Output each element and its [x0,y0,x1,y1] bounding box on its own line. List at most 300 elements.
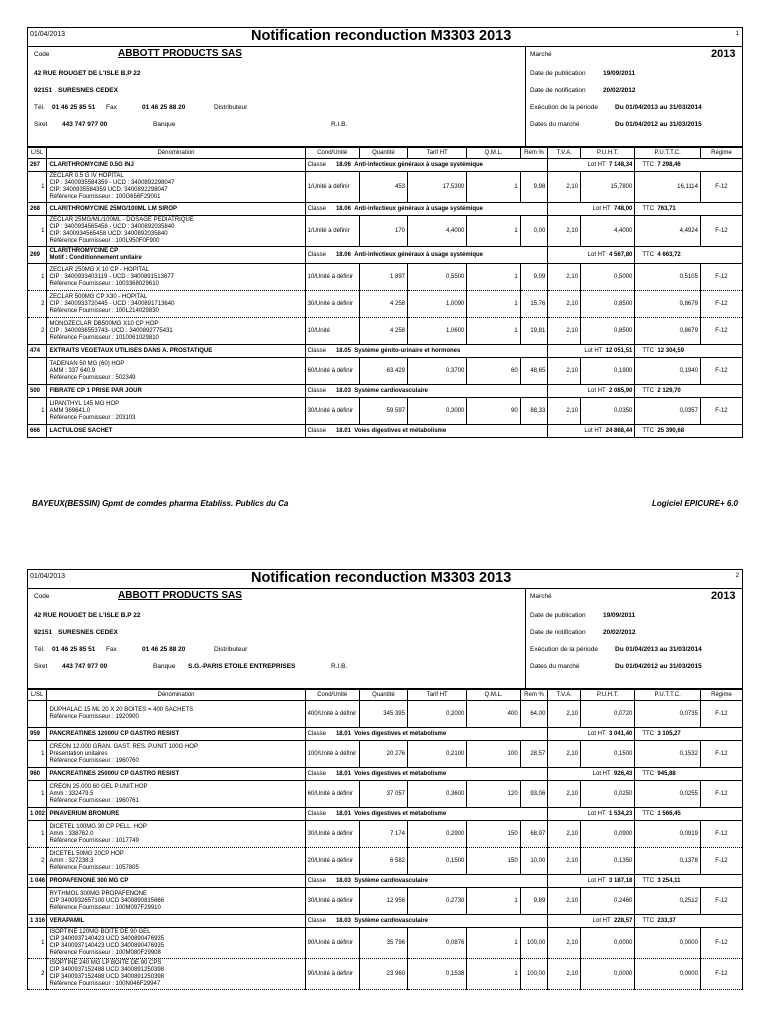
qml: 60 [467,358,520,385]
group-name: PANCREATINES 12000U CP GASTRO RESIST [49,730,180,737]
line-3: Référence Fournisseur : 1017749 [49,837,139,844]
column-header: Dénomination [47,148,305,159]
puht: 0,0000 [581,959,635,990]
sub-line-number: 1 [28,781,47,808]
regime: F-12 [700,216,742,247]
sub-line-number: 1 [28,741,47,768]
product-group-row [28,915,743,928]
tarif-ht: 0,3700 [408,358,467,385]
class-name: Voies digestives et métabolisme [354,428,447,434]
ttc-value: 3 105,27 [657,731,681,737]
tarif-ht: 0,2000 [408,701,467,728]
class-name: Système cardiovasculaire [354,918,429,924]
sub-line-number: 1 [28,928,47,959]
qml: 1 [467,959,520,990]
line-2: CIP : 3400935584359 - UCD : 3400892298047 [49,180,175,186]
qml: 1 [467,928,520,959]
group-name: CLARITHROMYCINE 25MG/100ML LM SIROP [49,205,178,212]
line-3: Référence Fournisseur : 502349 [49,374,136,381]
line-2: CIP 3400937140423 UCD 3400890476935 [49,936,165,942]
product-row [28,959,743,990]
execution-period: Du 01/04/2013 au 31/03/2014 [615,104,702,111]
line-4: Référence Fournisseur : 100M080F29908 [49,950,161,956]
qml: 150 [467,821,520,848]
class-number: 18.03 [335,388,351,394]
product-description [47,291,305,318]
table-header-row [28,148,743,159]
distributeur-label: Distributeur [214,104,248,111]
remise: 9,98 [520,172,548,203]
tva: 2,10 [548,701,581,728]
ttc-value: 233,37 [657,918,676,924]
column-header: Q.M.L. [467,148,520,159]
class-name: Anti-infectieux généraux à usage systémique [354,252,484,258]
group-code: 269 [28,247,47,264]
group-code: 1 002 [28,808,47,821]
product-group-row [28,385,743,398]
product-row [28,701,743,728]
remise: 9,09 [520,264,548,291]
notification-label: Date de notification [530,629,586,636]
sub-line-number: 2 [28,291,47,318]
dates-marche-period: Du 01/04/2012 au 31/03/2015 [615,663,702,670]
group-name: PANCREATINES 25000U CP GASTRO RESIST [49,770,180,777]
qml: 1 [467,172,520,203]
quantite: 4 258 [359,291,407,318]
column-header: Quantité [359,690,407,701]
line-3: Référence Fournisseur : 100M097F29910 [49,904,161,911]
supplier-city: SURESNES CEDEX [58,87,118,94]
group-code: 474 [28,345,47,358]
supplier-name: ABBOTT PRODUCTS SAS [118,590,242,601]
product-description [47,216,305,247]
column-header: T.V.A. [548,690,581,701]
line-1: DICETEL 100MG 30 CP PELL. HOP [49,823,147,830]
quantite: 4 258 [359,318,407,345]
product-group-row [28,768,743,781]
supplier-header [27,589,743,689]
code-label: Code [34,51,50,58]
cond-unite: 30/Unité à définir [305,398,359,425]
class-label: Classe [307,918,326,924]
column-header: Quantité [359,148,407,159]
puht: 0,2460 [581,888,635,915]
line-2: CIP : 3400933403119 - UCD : 3400891513677 [49,273,174,280]
class-number: 18.06 [335,252,351,258]
product-description [47,264,305,291]
cond-unite: 90/Unité à définir [305,959,359,990]
execution-period: Du 01/04/2013 au 31/03/2014 [615,646,702,653]
remise: 28,57 [520,741,548,768]
tarif-ht: 0,2730 [408,888,467,915]
quantite: 63 429 [359,358,407,385]
dates-marche-period: Du 01/04/2012 au 31/03/2015 [615,121,702,128]
ttc-value: 945,88 [657,771,676,777]
line-3: Référence Fournisseur : 100L214029830 [49,307,159,314]
product-row [28,741,743,768]
tarif-ht: 0,2100 [408,741,467,768]
ttc-value: 25 390,68 [657,428,685,434]
lot-ht-value: 748,00 [614,206,633,212]
lot-ht-value: 4 567,80 [609,252,633,258]
class-label: Classe [307,878,326,884]
lot-label: Lot HT [587,252,606,258]
cond-unite: 10/Unité à définir [305,264,359,291]
regime: F-12 [700,959,742,990]
page-number: 2 [735,573,739,579]
class-name: Système génito-urinaire et hormones [354,348,461,354]
column-header: Cond/Unité [305,148,359,159]
class-name: Voies digestives et métabolisme [354,811,447,817]
sub-line-number: 1 [28,264,47,291]
publication-date: 19/09/2011 [603,612,636,619]
quantite: 37 057 [359,781,407,808]
line-4: Référence Fournisseur : 100N046F29947 [49,981,161,987]
quantite: 20 276 [359,741,407,768]
qml: 1 [467,291,520,318]
quantite: 23 960 [359,959,407,990]
column-header: Tarif HT [408,690,467,701]
tel-label: Tél. [34,104,45,111]
ttc-label: TTC [642,162,655,168]
class-number: 18.01 [335,731,351,737]
tva: 2,10 [548,821,581,848]
product-description [47,821,305,848]
tva: 2,10 [548,959,581,990]
line-3: Référence Fournisseur : 1010061029810 [49,334,159,341]
puttc: 0,0357 [635,398,701,425]
ttc-value: 3 254,11 [657,878,681,884]
cond-unite: 60/Unité à définir [305,358,359,385]
marche-label: Marché [530,593,552,600]
puht: 0,1900 [581,358,635,385]
rib-label: R.I.B. [331,121,348,128]
product-group-row [28,808,743,821]
line-3: Référence Fournisseur : 203103 [49,414,136,421]
group-code: 960 [28,768,47,781]
product-group-row [28,728,743,741]
remise: 68,97 [520,821,548,848]
supplier-address: 42 RUE ROUGET DE L'ISLE B.P 22 [34,70,141,77]
line-2: Amm : 338762.0 [49,830,94,837]
cond-unite: 1/Unité à définir [305,172,359,203]
ttc-label: TTC [642,811,655,817]
tarif-ht: 0,0876 [408,928,467,959]
table-header-row [28,690,743,701]
puht: 0,0350 [581,398,635,425]
fax-label: Fax [106,646,117,653]
column-header: L/SL [28,148,47,159]
group-name: PINAVERIUM BROMURE [49,810,120,817]
code-label: Code [34,593,50,600]
execution-label: Exécution de la période [530,646,598,653]
ttc-value: 2 129,70 [657,388,681,394]
sub-line-number [28,701,47,728]
product-row [28,821,743,848]
puttc: 0,0255 [635,781,701,808]
remise: 93,06 [520,781,548,808]
sub-line-number [28,888,47,915]
remise: 48,65 [520,358,548,385]
puttc: 0,0919 [635,821,701,848]
column-header: L/SL [28,690,47,701]
puttc: 0,1940 [635,358,701,385]
class-name: Voies digestives et métabolisme [354,731,447,737]
quantite: 345 395 [359,701,407,728]
tel-label: Tél. [34,646,45,653]
lot-label: Lot HT [584,348,603,354]
line-1: ZECLAR 250MG X 10 CP - HOPITAL [49,266,149,273]
puttc: 0,5105 [635,264,701,291]
lot-label: Lot HT [592,206,611,212]
print-date: 01/04/2013 [30,573,66,580]
tva: 2,10 [548,398,581,425]
remise: 64,00 [520,701,548,728]
quantite: 453 [359,172,407,203]
qml: 150 [467,848,520,875]
puht: 0,8500 [581,291,635,318]
notification-date: 20/02/2012 [603,629,636,636]
column-header: P.U.T.T.C. [635,690,701,701]
regime: F-12 [700,264,742,291]
dates-marche-label: Dates du marché [530,121,580,128]
regime: F-12 [700,741,742,768]
footer-left: BAYEUX(BESSIN) Gpmt de comdes pharma Etabliss. Publics du Ca [32,499,289,508]
class-name: Système cardiovasculaire [354,878,429,884]
column-header: P.U.T.T.C. [635,148,701,159]
fax-value: 01 46 25 88 20 [142,104,186,111]
line-1: LIPANTHYL 145 MG HOP [49,400,120,407]
ttc-value: 4 663,72 [657,252,681,258]
tva: 2,10 [548,264,581,291]
remise: 0,00 [520,216,548,247]
cond-unite: 400/Unité à définir [305,701,359,728]
group-code: 268 [28,203,47,216]
line-2: AMM : 337 640.9 [49,367,96,374]
line-1: DICETEL 50MG 20CP HOP [49,850,124,857]
puht: 0,1350 [581,848,635,875]
product-description [47,172,305,203]
supplier-postcode: 92151 [34,629,53,636]
tarif-ht: 0,1500 [408,848,467,875]
dates-marche-label: Dates du marché [530,663,580,670]
line-1: ISOPTINE 120MG BOITE DE 90 GEL [49,929,151,935]
lot-ht-value: 2 085,90 [609,388,633,394]
column-header: Dénomination [47,690,305,701]
tel-value: 01 46 25 85 51 [52,104,96,111]
group-name: EXTRAITS VEGETAUX UTILISES DANS A. PROSTATIQUE [49,347,213,354]
class-label: Classe [307,771,326,777]
ttc-label: TTC [642,206,655,212]
puht: 0,8500 [581,318,635,345]
class-name: Anti-infectieux généraux à usage systémique [354,162,484,168]
tel-value: 01 46 25 85 51 [52,646,96,653]
class-number: 18.01 [335,771,351,777]
distributeur-label: Distributeur [214,646,248,653]
product-group-row [28,345,743,358]
line-2: CIP : 3400933720445 - UCD : 3400891713640 [49,300,175,307]
puttc: 0,1532 [635,741,701,768]
product-description [47,701,305,728]
product-description [47,848,305,875]
tarif-ht: 0,5500 [408,264,467,291]
column-header: Q.M.L. [467,690,520,701]
tva: 2,10 [548,358,581,385]
group-name: VERAPAMIL [49,917,85,924]
title-bar [27,27,743,47]
ttc-value: 763,71 [657,206,676,212]
class-label: Classe [307,428,326,434]
tarif-ht: 0,3000 [408,398,467,425]
tarif-ht: 0,1538 [408,959,467,990]
lot-label: Lot HT [592,918,611,924]
cond-unite: 30/Unité à définir [305,291,359,318]
ttc-label: TTC [642,252,655,258]
column-header: Rem % [520,148,548,159]
notification-label: Date de notification [530,87,586,94]
regime: F-12 [700,358,742,385]
lot-ht-value: 228,57 [614,918,633,924]
line-3: CIP 3400937140423 UCD 3400890476935 [49,943,165,949]
class-label: Classe [307,348,326,354]
product-group-row [28,247,743,264]
marche-year: 2013 [711,590,736,602]
cond-unite: 90/Unité à définir [305,928,359,959]
ttc-label: TTC [642,428,655,434]
puht: 0,1500 [581,741,635,768]
tva: 2,10 [548,216,581,247]
line-2: AMM 369641.0 [49,407,91,414]
product-group-row [28,203,743,216]
column-header: P.U.H.T. [581,148,635,159]
ttc-label: TTC [642,348,655,354]
line-1: CREON 12.000 GRAN. GAST. RES. P.UNIT 100G HOP [49,743,198,750]
line-1: ISOPTINE 240 MG LP BOITE DE 90 CPS [49,960,162,966]
puttc: 0,2512 [635,888,701,915]
cond-unite: 1/Unité à définir [305,216,359,247]
quantite: 35 796 [359,928,407,959]
group-name: CLARITHROMYCINE CP [49,248,119,254]
sub-line-number [28,358,47,385]
sub-line-number: 2 [28,848,47,875]
ttc-value: 12 304,59 [657,348,685,354]
class-number: 18.03 [335,918,351,924]
line-1: MONOZECLAR DB500MG X10 CP HOP [49,320,159,327]
puttc: 0,8679 [635,291,701,318]
ttc-label: TTC [642,731,655,737]
banque-label: Banque [153,663,176,670]
marche-year: 2013 [711,48,736,60]
tarif-ht: 17,5300 [408,172,467,203]
line-2: Présentation unitaires [49,750,108,757]
execution-label: Exécution de la période [530,104,598,111]
class-number: 18.03 [335,878,351,884]
ttc-value: 7 298,46 [657,162,681,168]
puht: 0,0250 [581,781,635,808]
tva: 2,10 [548,848,581,875]
line-3: Référence Fournisseur : 1003368029610 [49,280,159,287]
cond-unite: 30/Unité à définir [305,821,359,848]
quantite: 12 956 [359,888,407,915]
lot-label: Lot HT [587,388,606,394]
product-row [28,172,743,203]
marche-label: Marché [530,51,552,58]
ttc-label: TTC [642,771,655,777]
lot-label: Lot HT [587,731,606,737]
puttc: 16,1114 [635,172,701,203]
group-code: 1 316 [28,915,47,928]
lot-label: Lot HT [592,771,611,777]
product-description [47,358,305,385]
column-header: P.U.H.T. [581,690,635,701]
class-label: Classe [307,162,326,168]
cond-unite: 20/Unité à définir [305,848,359,875]
sub-line-number: 2 [28,959,47,990]
regime: F-12 [700,172,742,203]
puht: 0,0720 [581,701,635,728]
qml: 1 [467,264,520,291]
products-table [27,689,743,990]
document-title: Notification reconduction M3303 2013 [251,28,512,44]
product-row [28,358,743,385]
siret-label: Siret [34,121,48,128]
product-description [47,781,305,808]
banque-label: Banque [153,121,176,128]
column-header: Rem % [520,690,548,701]
supplier-city: SURESNES CEDEX [58,629,118,636]
line-1: CREON 25.000 60 GEL P.UNIT.HOP [49,783,148,790]
product-row [28,216,743,247]
tarif-ht: 0,3600 [408,781,467,808]
banque-value: S.G.-PARIS ETOILE ENTREPRISES [188,663,296,670]
line-3: CIP: 3400934565458 UCD: 3400892035840 [49,231,168,237]
lot-label: Lot HT [584,428,603,434]
remise: 88,33 [520,398,548,425]
remise: 10,00 [520,848,548,875]
lot-ht-value: 12 051,51 [605,348,633,354]
line-1: ZECLAR 25MG/ML/100ML - DOSAGE PEDIATRIQUE [49,217,194,223]
tarif-ht: 0,2900 [408,821,467,848]
supplier-name: ABBOTT PRODUCTS SAS [118,48,242,59]
lot-ht-value: 24 868,44 [605,428,633,434]
puttc: 0,1378 [635,848,701,875]
siret-value: 443 747 977 00 [62,663,108,670]
tva: 2,10 [548,291,581,318]
puht: 0,5000 [581,264,635,291]
product-row [28,318,743,345]
remise: 15,76 [520,291,548,318]
class-number: 18.06 [335,162,351,168]
ttc-label: TTC [642,918,655,924]
product-row [28,928,743,959]
notification-date: 20/02/2012 [603,87,636,94]
group-code: 666 [28,425,47,438]
class-name: Anti-infectieux généraux à usage systémique [354,206,484,212]
puht: 15,7800 [581,172,635,203]
cond-unite: 100/Unité à définir [305,741,359,768]
group-code: 500 [28,385,47,398]
regime: F-12 [700,701,742,728]
column-header: Tarif HT [408,148,467,159]
qml: 120 [467,781,520,808]
column-header: Régime [700,148,742,159]
ttc-value: 1 566,45 [657,811,681,817]
ttc-label: TTC [642,878,655,884]
puht: 0,0000 [581,928,635,959]
publication-label: Date de publication [530,70,586,77]
footer-right: Logiciel EPICURE+ 6.0 [651,499,738,508]
class-number: 18.01 [335,428,351,434]
